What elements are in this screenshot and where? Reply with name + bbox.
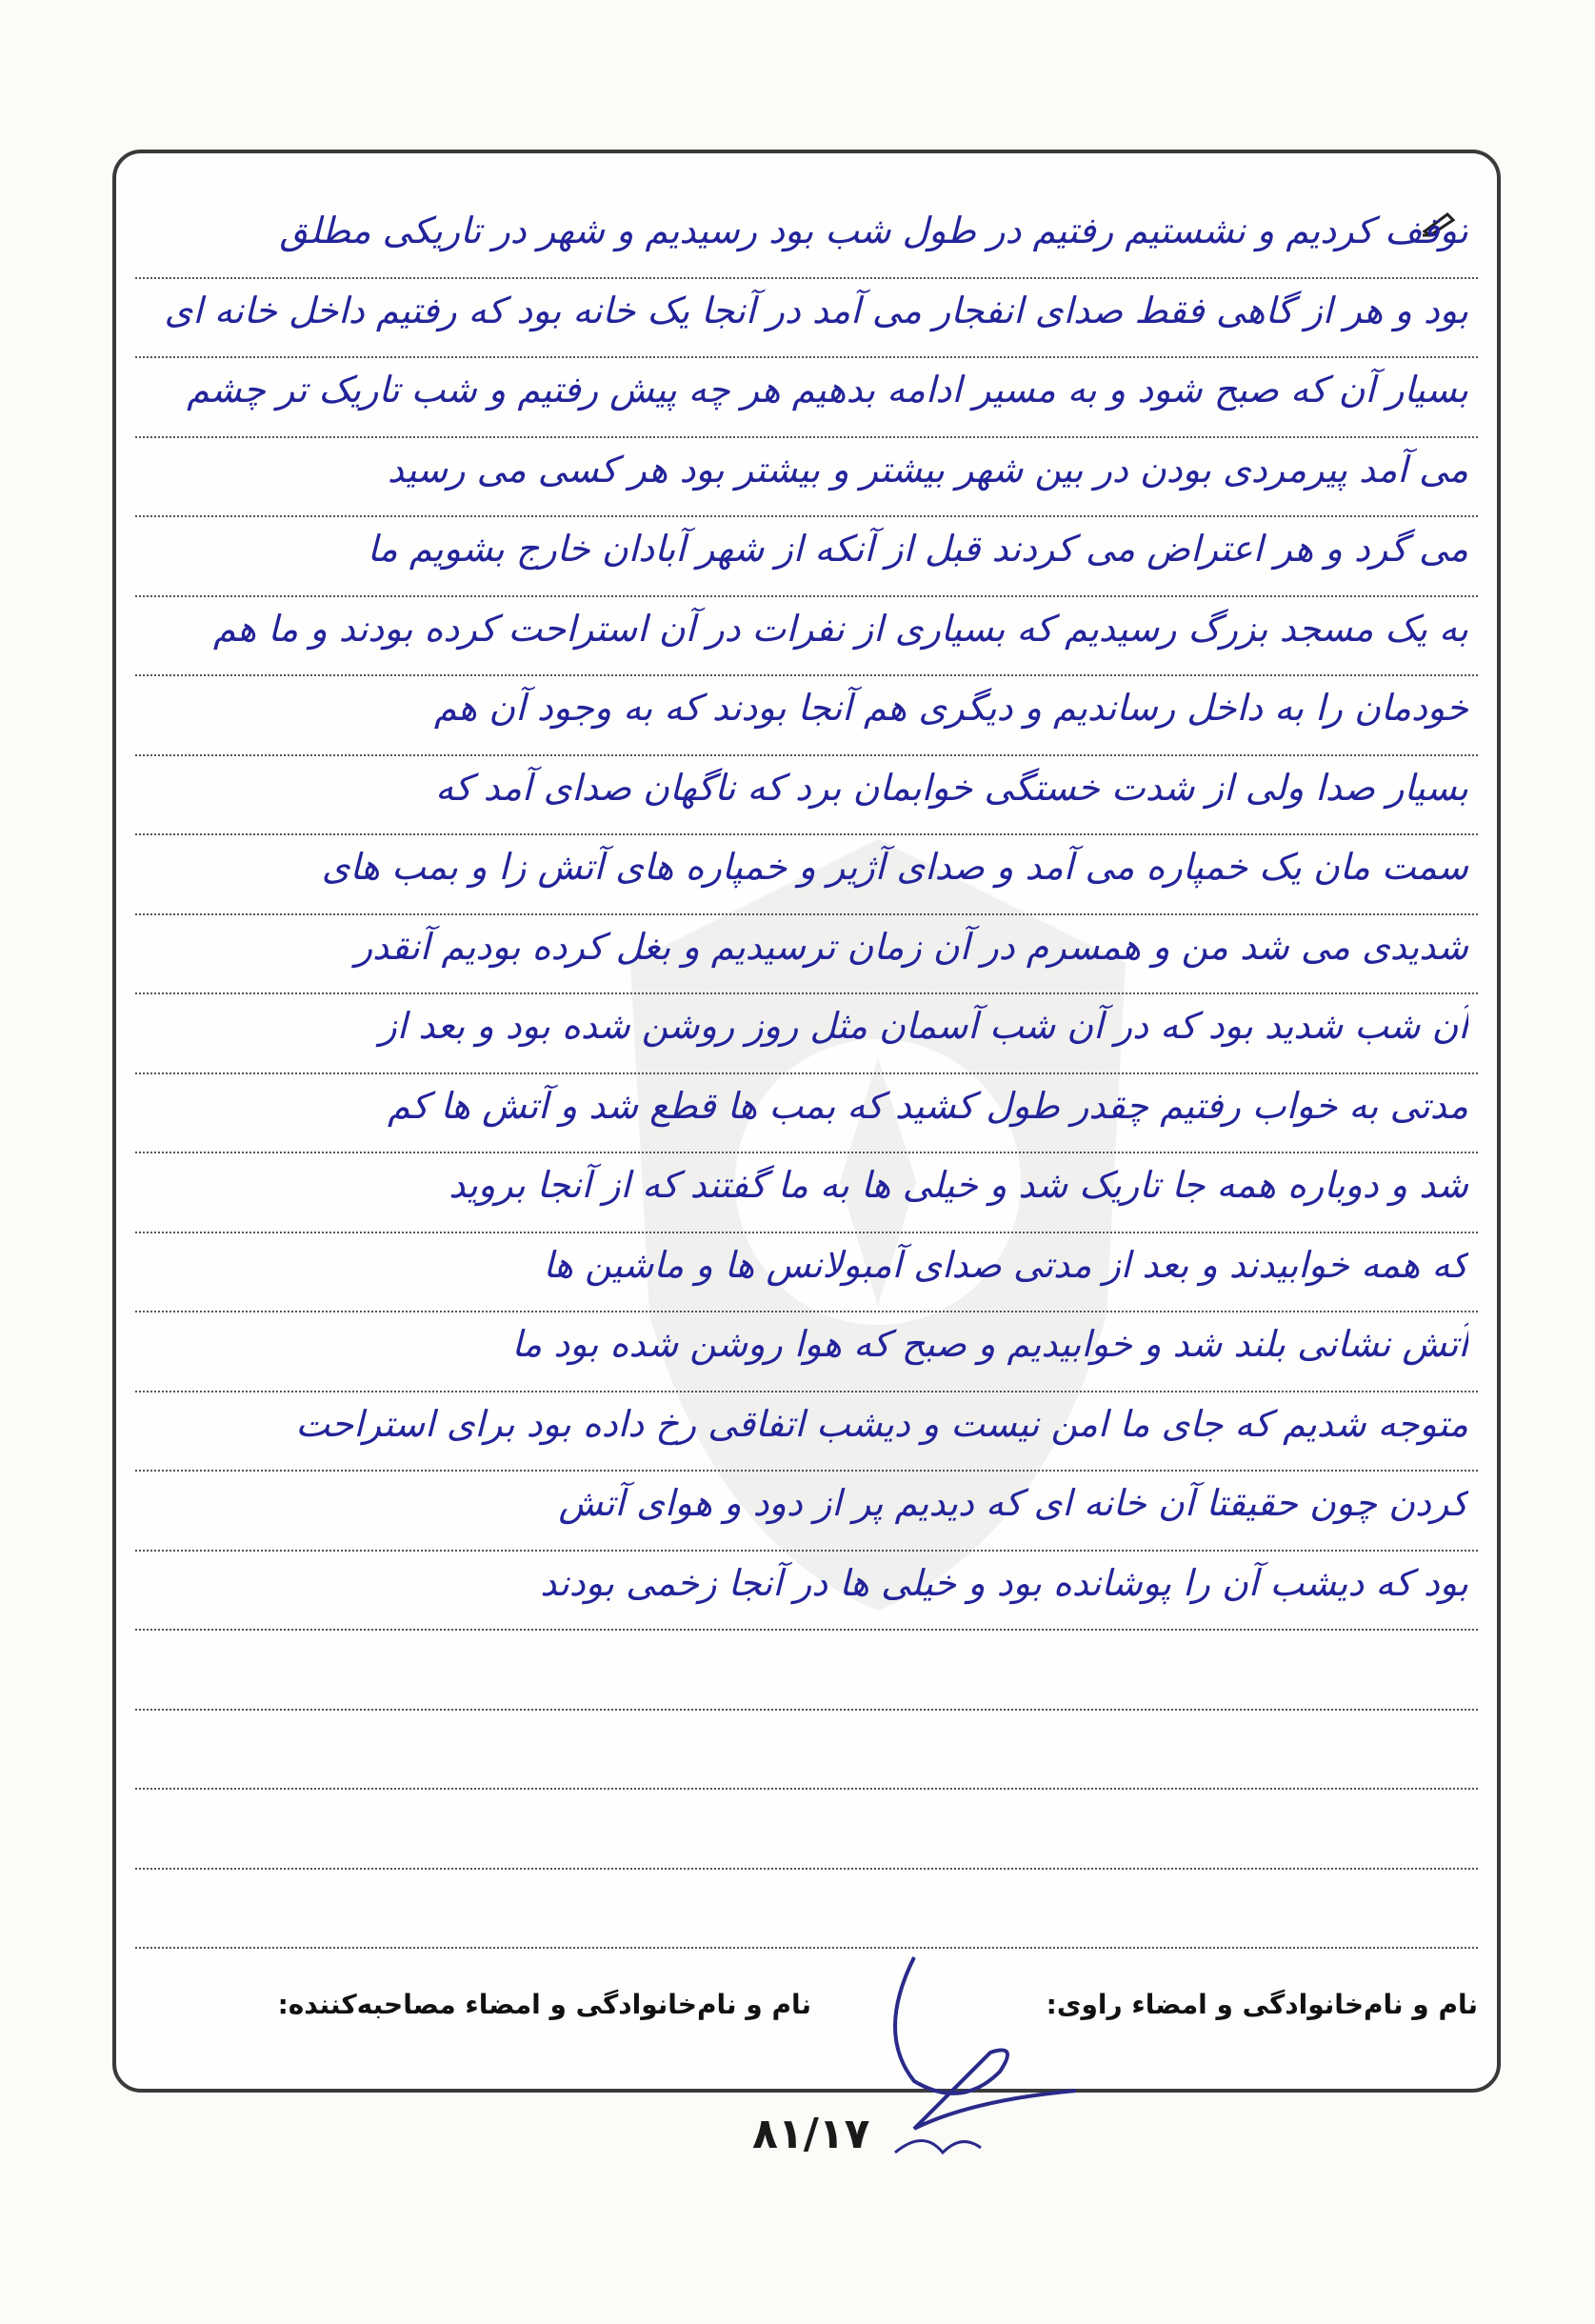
interviewer-signature-label: نام و نام‌خانوادگی و امضاء مصاحبه‌کننده: (277, 1989, 811, 2020)
text-line: که همه خوابیدند و بعد از مدتی صدای آمبولانس ها و ماشین ها (543, 1243, 1468, 1286)
text-line: آن شب شدید بود که در آن شب آسمان مثل روز روشن شده بود و بعد از (379, 1005, 1468, 1047)
text-line: می گرد و هر اعتراض می کردند قبل از آنکه از شهر آبادان خارج بشویم ما (367, 528, 1468, 570)
text-line: می آمد پیرمردی بودن در بین شهر بیشتر و بیشتر بود هر کسی می رسید (387, 448, 1468, 491)
text-line: متوجه شدیم که جای ما امن نیست و دیشب اتفاقی رخ داده بود برای استراحت (295, 1402, 1468, 1445)
page-number: ۸۱/۱۷ (752, 2110, 870, 2158)
text-line: شدیدی می شد من و همسرم در آن زمان ترسیدیم و بغل کرده بودیم آنقدر (354, 925, 1468, 968)
text-line: بسیار صدا ولی از شدت خستگی خوابمان برد که ناگهان صدای آمد که (435, 766, 1468, 809)
handwritten-signature (857, 1948, 1095, 2167)
text-line: کردن چون حقیقتا آن خانه ای که دیدیم پر از دود و هوای آتش (558, 1482, 1468, 1524)
text-line: توقف کردیم و نشستیم رفتیم در طول شب بود رسیدیم و شهر در تاریکی مطلق (279, 210, 1468, 251)
narrator-signature-label: نام و نام‌خانوادگی و امضاء راوی: (1046, 1989, 1478, 2020)
text-line: مدتی به خواب رفتیم چقدر طول کشید که بمب ها قطع شد و آتش ها کم (388, 1084, 1468, 1127)
handwritten-body (145, 191, 1468, 1623)
text-line: شد و دوباره همه جا تاریک شد و خیلی ها به ما گفتند که از آنجا بروید (449, 1164, 1468, 1206)
signature-row (116, 1989, 1497, 2036)
text-line: آتش نشانی بلند شد و خوابیدیم و صبح که هوا روشن شده بود ما (511, 1323, 1468, 1365)
page-frame (112, 150, 1501, 2093)
text-line: بود و هر از گاهی فقط صدای انفجار می آمد در آنجا یک خانه بود که رفتیم داخل خانه ای (164, 289, 1468, 331)
text-line: به یک مسجد بزرگ رسیدیم که بسیاری از نفرات در آن استراحت کرده بودند و ما هم (212, 607, 1468, 650)
text-line: خودمان را به داخل رساندیم و دیگری هم آنجا بودند که به وجود آن هم (433, 687, 1468, 729)
text-line: بسیار آن که صبح شود و به مسیر ادامه بدهیم هر چه پیش رفتیم و شب تاریک تر چشم (187, 369, 1468, 411)
text-line: سمت مان یک خمپاره می آمد و صدای آژیر و خمپاره های آتش زا و بمب های (321, 846, 1468, 888)
text-line: بود که دیشب آن را پوشانده بود و خیلی ها در آنجا زخمی بودند (540, 1561, 1468, 1604)
